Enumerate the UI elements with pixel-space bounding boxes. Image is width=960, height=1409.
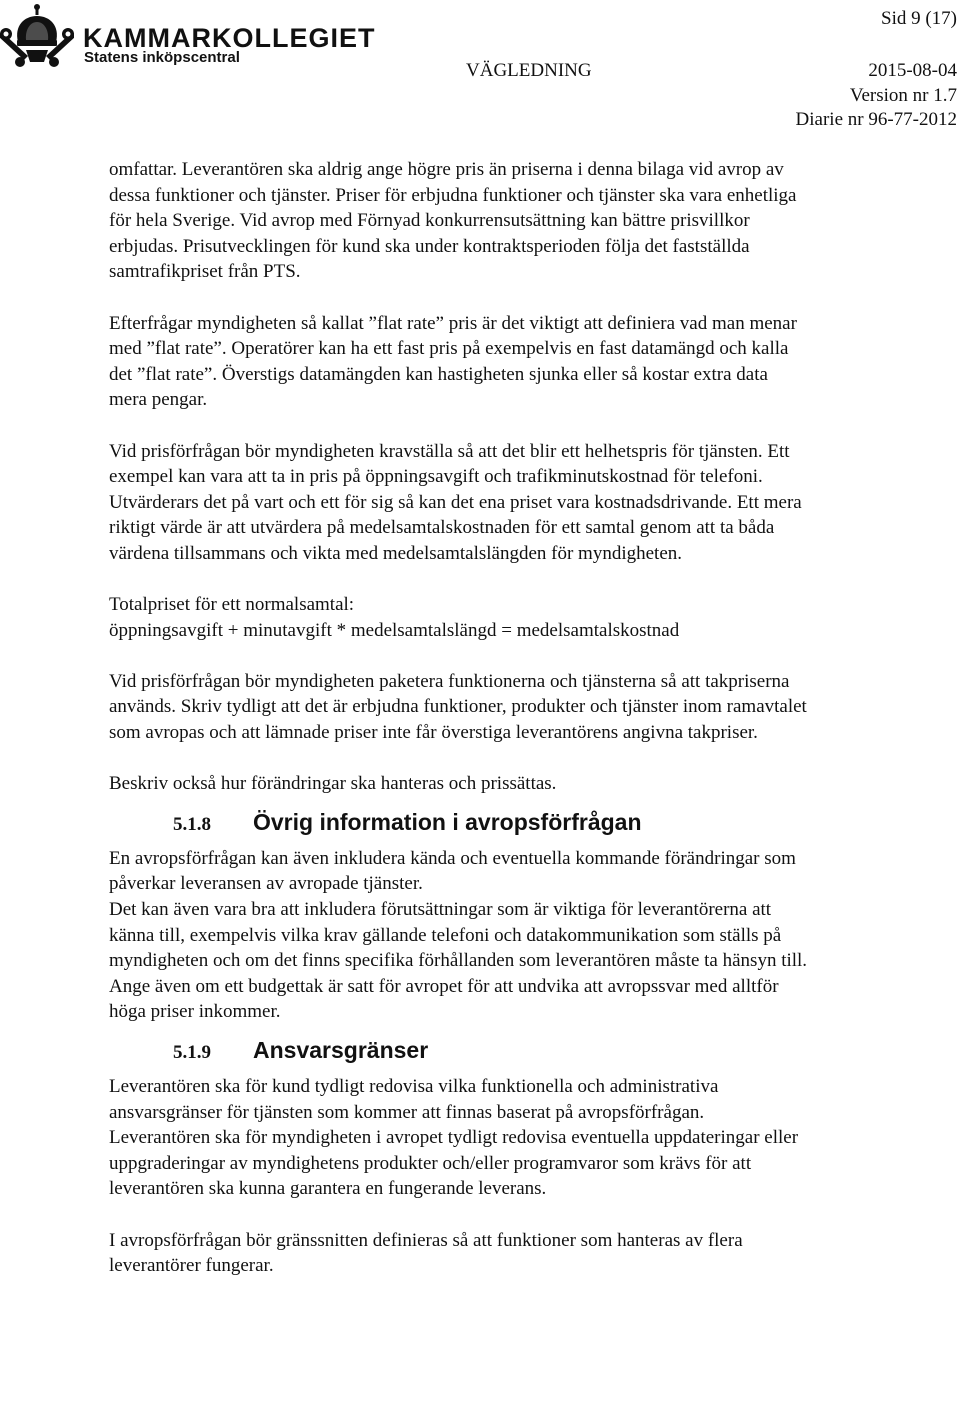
section-number: 5.1.9 (173, 1042, 211, 1063)
kammarkollegiet-logo (0, 2, 376, 72)
paragraph: En avropsförfrågan kan även inkludera kända och eventuella kommande förändringar som påverkar leveransen av avropade tjänster. (109, 847, 796, 895)
crown-emblem-icon (0, 2, 74, 68)
document-version: Version nr 1.7 (849, 85, 957, 106)
formula: öppningsavgift + minutavgift * medelsamtalslängd = medelsamtalskostnad (109, 619, 680, 641)
brand-subtitle: Statens inköpscentral (84, 49, 240, 66)
diarie-number: Diarie nr 96-77-2012 (795, 109, 957, 130)
document-date: 2015-08-04 (868, 60, 957, 81)
document-type: VÄGLEDNING (466, 60, 592, 81)
paragraph: Efterfrågar myndigheten så kallat ”flat rate” pris är det viktigt att definiera vad man menar med ”flat rate”. Operatörer kan ha ett fast pris på exempelvis en fast datamängd och kalla det ”flat rate”. Överstigs datamängden kan hastigheten sjunka eller så kostar extra data mera pengar. (109, 312, 797, 411)
section-number: 5.1.8 (173, 813, 211, 835)
paragraph: Leverantören ska för kund tydligt redovisa vilka funktionella och administrativa ansvarsgränser för tjänsten som kommer att finnas baserat på avropsförfrågan. Leverantören ska för myndigheten i avropet tydligt redovisa eventuella uppdateringar eller uppgraderingar av myndighetens produkter och/eller programvaror som krävs för att leverantören ska kunna garantera en fungerande leverans. (109, 1076, 799, 1200)
section-title: Ansvarsgränser (253, 1037, 429, 1063)
formula-label: Totalpriset för ett normalsamtal: (109, 594, 355, 616)
paragraph: Det kan även vara bra att inkludera förutsättningar som är viktiga för leverantörerna att känna till, exempelvis vilka krav gällande telefoni och datakommunikation som ställs på myndigheten och om det finns specifika förhållanden som leverantören måste ta hänsyn till. (109, 899, 808, 972)
paragraph: I avropsförfrågan bör gränssnitten definieras så att funktioner som hanteras av flera leverantörer fungerar. (109, 1229, 743, 1277)
page-number: Sid 9 (17) (881, 8, 957, 29)
paragraph: Vid prisförfrågan bör myndigheten kravställa så att det blir ett helhetspris för tjänsten. Ett exempel kan vara att ta in pris på öppningsavgift och trafikminutskostnad för telefoni. Utvärderars det på vart och ett för sig så kan det ena priset vara kostnadsdrivande. Ett mera riktigt värde är att utvärdera på medelsamtalskostnaden för ett samtal genom att ta båda värdena tillsammans och vikta med medelsamtalslängden för myndigheten. (109, 440, 802, 564)
section-heading-5-1-9 (109, 1035, 809, 1068)
section-title: Övrig information i avropsförfrågan (253, 808, 642, 835)
paragraph: omfattar. Leverantören ska aldrig ange högre pris än priserna i denna bilaga vid avrop av dessa funktioner och tjänster. Priser för erbjudna funktioner och tjänster ska vara enhetliga för hela Sverige. Vid avrop med Förnyad konkurrensutsättning kan bättre prisvillkor erbjudas. Prisutvecklingen för kund ska under kontraktsperioden följa det fastställda samtrafikpriset från PTS. (109, 159, 797, 283)
document-body (109, 157, 809, 1279)
paragraph: Ange även om ett budgettak är satt för avropet för att undvika att avropssvar med alltför höga priser inkommer. (109, 975, 779, 1023)
paragraph: Beskriv också hur förändringar ska hanteras och prissättas. (109, 773, 557, 795)
section-heading-5-1-8 (109, 807, 809, 840)
brand-name: KAMMARKOLLEGIET (83, 23, 376, 53)
paragraph: Vid prisförfrågan bör myndigheten paketera funktionerna och tjänsterna så att takpriserna används. Skriv tydligt att det är erbjudna funktioner, produkter och tjänster inom ramavtalet som avropas och att lämnade priser inte får överstiga leverantörens angivna takpriser. (109, 670, 807, 744)
